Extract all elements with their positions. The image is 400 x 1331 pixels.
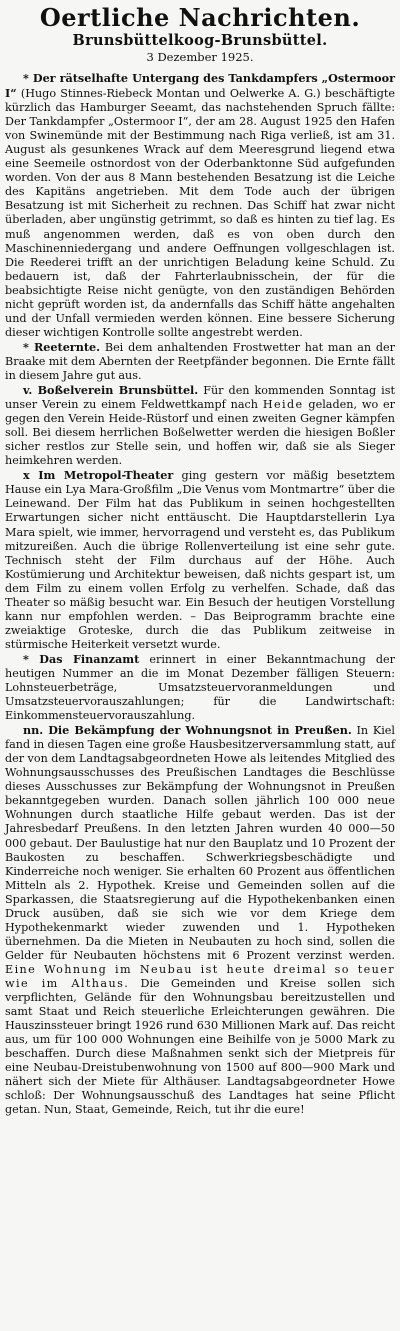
article-paragraph: [5, 723, 395, 1117]
article-spaced-text: Eine Wohnung im Neubau ist heute dreimal so teuer wie im Althaus.: [5, 962, 395, 990]
article-body: (Hugo Stinnes-Riebeck Montan und Oelwerke A. G.) beschäftigte kürzlich das Hamburger Seeamt, das nachstehenden Spruch fällte: Der Tankdampfer „Ostermoor I“, der am 28. August 1925 den Hafen von Swinemünde mit der Bestimmung nach Riga verließ, ist am 31. August als gesunkenes Wrack auf dem Meeresgrund liegend etwa eine Seemeile ostnordost von der Oderbanktonne Süd aufgefunden worden. Von der aus 8 Mann bestehenden Besatzung ist die Leiche des Kapitäns angetrieben. Mit dem Tode auch der übrigen Besatzung ist mit Sicherheit zu rechnen. Das Schiff hat zwar nicht überladen, aber ungünstig getrimmt, so daß es hinten zu tief lag. Es muß angenommen werden, daß es von oben durch den Maschinenniedergang und andere Oeffnungen vollgeschlagen ist. Die Reederei trifft an der unrichtigen Beladung keine Schuld. Zu bedauern ist, daß der Fahrterlaubnisschein, der für die beabsichtigte Reise nicht genügte, von den zuständigen Behörden nicht geprüft worden ist, da andernfalls das Schiff hätte angehalten und der Unfall vermieden werden können. Eine bessere Sicherung dieser wichtigen Kontrolle sollte angestrebt werden.: [5, 87, 395, 339]
article-body: geladen, wo er gegen den Verein Heide-Rüstorf und einen zweiten Gegner kämpfen soll. Bei diesem herrlichen Boßelwetter werden die hiesigen Boßler sicher restlos zur Stelle sein, und hoffen wir, daß sie als Sieger heimkehren werden.: [5, 398, 396, 468]
article-body: Die Gemeinden und Kreise sollen sich verpflichten, Gelände für den Wohnungsbau bereitzustellen und samt Staat und Reich steuerliche Erleichterungen gewähren. Die Hauszinssteuer bringt 1926 rund 630 Millionen Mark auf. Das reicht aus, um für 100 000 Wohnungen eine Beihilfe von je 5000 Mark zu beschaffen. Durch diese Maßnahmen senkt sich der Mietpreis für eine Neubau-Dreistubenwohnung von 1500 auf 800—900 Mark und nähert sich der Miete für Althäuser. Landtagsabgeordneter Howe schloß: Der Wohnungsausschuß des Landtages hat seine Pflicht getan. Nun, Staat, Gemeinde, Reich, tut ihr die eure!: [5, 977, 395, 1117]
article-body: Für den kommenden Sonntag ist unser Verein zu einem Feldwettkampf nach: [5, 384, 395, 412]
article-metropol-theater: [5, 468, 395, 652]
article-paragraph: [5, 383, 395, 468]
article-reeternte: [5, 340, 395, 383]
article-bosselverein: [5, 383, 395, 468]
article-body: erinnert in einer Bekanntmachung der heutigen Nummer an die im Monat Dezember fälligen Steuern: Lohnsteuerbeträge, Umsatzsteuervoranmeldungen und Umsatzsteuervorauszahlungen; für die Landwirtschaft: Einkommensteuervorauszahlung.: [5, 652, 395, 723]
article-headline: nn. Die Bekämpfung der Wohnungsnot in Preußen.: [23, 723, 352, 738]
article-wohnungsnot: [5, 723, 395, 1117]
article-body: In Kiel fand in diesen Tagen eine große Hausbesitzerversammlung statt, auf der von dem Landtagsabgeordneten Howe als leitendes Mitglied des Wohnungsausschusses des Preußischen Landtages die Beschlüsse dieses Ausschusses zur Bekämpfung der Wohnungsnot in Preußen bekanntgegeben wurden. Danach sollen jährlich 100 000 neue Wohnungen durch staatliche Hilfe gebaut werden. Das ist der Jahresbedarf Preußens. In den letzten Jahren wurden 40 000—50 000 gebaut. Der Baulustige hat nur den Bauplatz und 10 Prozent der Baukosten zu beschaffen. Schwerkriegsbeschädigte und Kinderreiche noch weniger. Sie erhalten 60 Prozent aus öffentlichen Mitteln als 2. Hypothek. Kreise und Gemeinden sollen auf die Sparkassen, die Staatsregierung auf die Hypothekenbanken einen Druck ausüben, daß sie sich wie vor dem Kriege dem Hypothekenmarkt wieder zuwenden und 1. Hypotheken übernehmen. Da die Mieten in Neubauten zu hoch sind, sollen die Gelder für Neubauten höchstens mit 6 Prozent verzinst werden.: [5, 724, 395, 962]
article-headline: x Im Metropol-Theater: [23, 468, 174, 483]
article-body: ging gestern vor mäßig besetztem Hause ein Lya Mara-Großfilm „Die Venus vom Montmartre“ über die Leinewand. Der Film hat das Publikum in seinen hochgestellten Erwartungen sicher nicht enttäuscht. Die Hauptdarstellerin Lya Mara spielt, wie immer, hervorragend und versteht es, das Publikum mitzureißen. Auch die übrige Rollenverteilung ist eine sehr gute. Technisch steht der Film durchaus auf der Höhe. Auch Kostümierung und Architektur beweisen, daß nichts gespart ist, um dem Film zu einem vollen Erfolg zu verhelfen. Schade, daß das Theater so mäßig besucht war. Ein Besuch der heutigen Vorstellung kann nur empfohlen werden. – Das Beiprogramm brachte eine zweiaktige Groteske, durch die das Publikum zeitweise in stürmische Heiterkeit versetzt wurde.: [5, 469, 395, 651]
article-tankdampfer: [5, 71, 395, 340]
article-headline: * Der rätselhafte Untergang des Tankdampfers „Ostermoor I“: [5, 71, 395, 101]
article-paragraph: [5, 340, 395, 383]
article-paragraph: [5, 652, 395, 723]
article-paragraph: [5, 71, 395, 340]
section-title: Oertliche Nachrichten.: [39, 3, 361, 32]
article-headline: v. Boßelverein Brunsbüttel.: [23, 383, 199, 398]
article-headline: * Das Finanzamt: [23, 651, 140, 666]
masthead: [5, 4, 395, 65]
article-finanzamt: [5, 652, 395, 723]
article-paragraph: [5, 468, 395, 652]
article-headline: * Reeternte.: [23, 339, 101, 354]
dateline: Brunsbüttelkoog-Brunsbüttel.: [72, 32, 328, 49]
article-spaced-text: Heide: [262, 398, 304, 412]
issue-date: 3 Dezember 1925.: [146, 50, 254, 64]
article-body: Bei dem anhaltenden Frostwetter hat man an der Braake mit dem Abernten der Reetpfänder begonnen. Die Ernte fällt in diesem Jahre gut aus.: [5, 340, 396, 382]
